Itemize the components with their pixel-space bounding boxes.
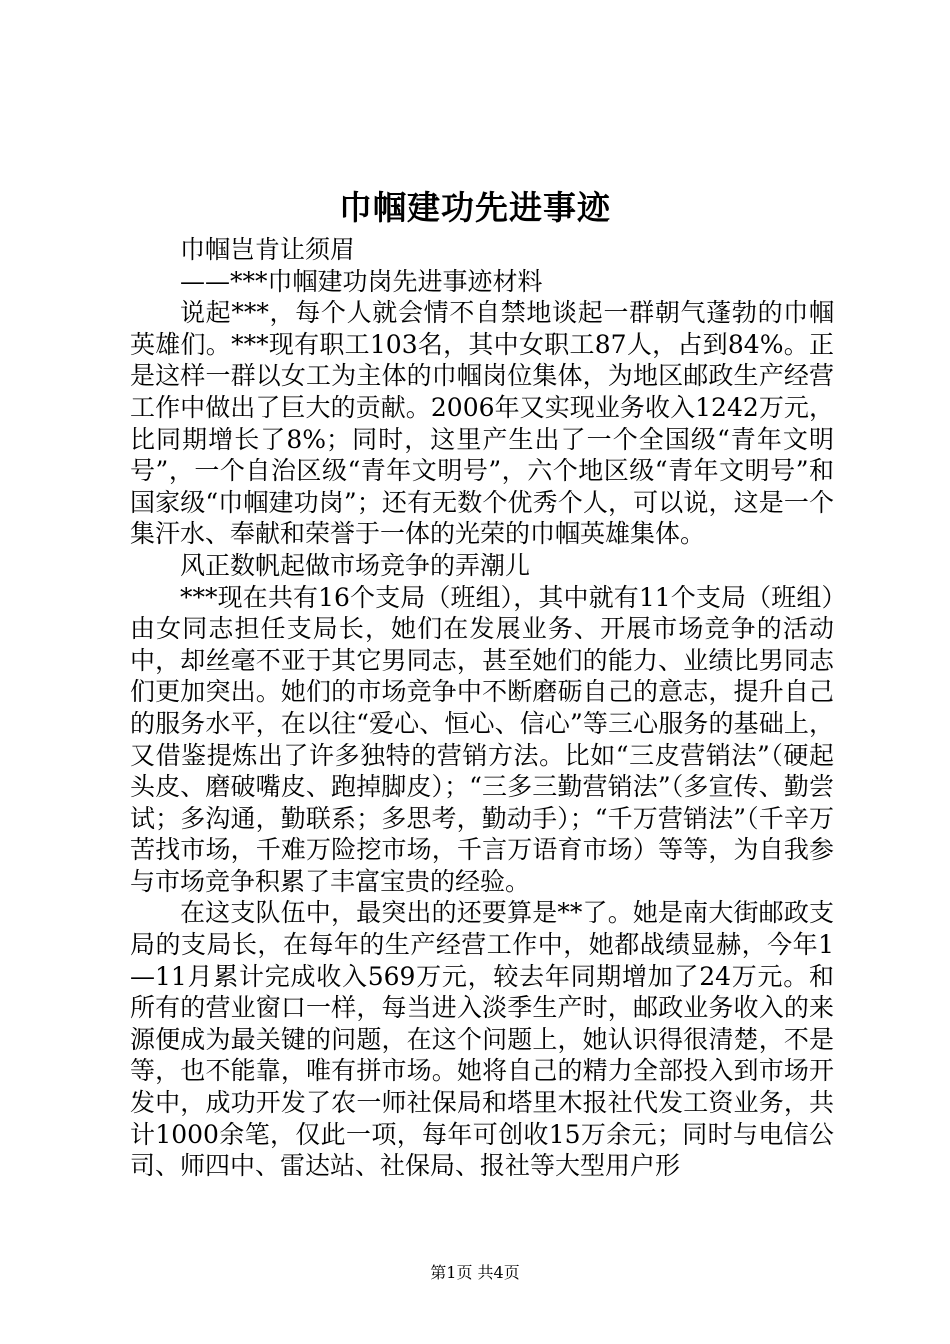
paragraph-subtitle: 巾帼岂肯让须眉 — [180, 235, 356, 264]
document-body — [130, 234, 834, 1182]
paragraph-section-heading: 风正数帆起做市场竞争的弄潮儿 — [180, 550, 531, 580]
page-number-footer: 第1页 共4页 — [430, 1263, 520, 1282]
paragraph-marketing: ***现在共有16个支局（班组），其中就有11个支局（班组）由女同志担任支局长，她们在发展业务、开展市场竞争的活动中，却丝毫不亚于其它男同志，甚至她们的能力、业绩比男同志们更加突出。她们的市场竞争中不断磨砺自己的意志，提升自己的服务水平，在以往“爱心、恒心、信心”等三心服务的基础上，又借鉴提炼出了许多独特的营销方法。比如“三皮营销法”（硬起头皮、磨破嘴皮、跑掉脚皮）；“三多三勤营销法”（多宣传、勤尝试；多沟通，勤联系；多思考，勤动手）；“千万营销法”（千辛万苦找市场，千难万险挖市场，千言万语育市场）等等，为自我参与市场竞争积累了丰富宝贵的经验。 — [130, 582, 834, 896]
paragraph-subheading: ——***巾帼建功岗先进事迹材料 — [180, 266, 543, 296]
paragraph-example: 在这支队伍中，最突出的还要算是**了。她是南大街邮政支局的支局长，在每年的生产经营工作中，她都战绩显赫，今年1—11月累计完成收入569万元，较去年同期增加了24万元。和所有的营业窗口一样，每当进入淡季生产时，邮政业务收入的来源便成为最关键的问题，在这个问题上，她认识得很清楚，不是等，也不能靠，唯有拼市场。她将自己的精力全部投入到市场开发中，成功开发了农一师社保局和塔里木报社代发工资业务，共计1000余笔，仅此一项，每年可创收15万余元；同时与电信公司、师四中、雷达站、社保局、报社等大型用户形 — [130, 898, 834, 1181]
document-title: 巾帼建功先进事迹 — [339, 188, 611, 227]
paragraph-intro: 说起***，每个人就会情不自禁地谈起一群朝气蓬勃的巾帼英雄们。***现有职工103名，其中女职工87人，占到84%。正是这样一群以女工为主体的巾帼岗位集体，为地区邮政生产经营工作中做出了巨大的贡献。2006年又实现业务收入1242万元，比同期增长了8%；同时，这里产生出了一个全国级“青年文明号”，一个自治区级“青年文明号”，六个地区级“青年文明号”和国家级“巾帼建功岗”；还有无数个优秀个人，可以说，这是一个集汗水、奉献和荣誉于一体的光荣的巾帼英雄集体。 — [130, 298, 834, 549]
